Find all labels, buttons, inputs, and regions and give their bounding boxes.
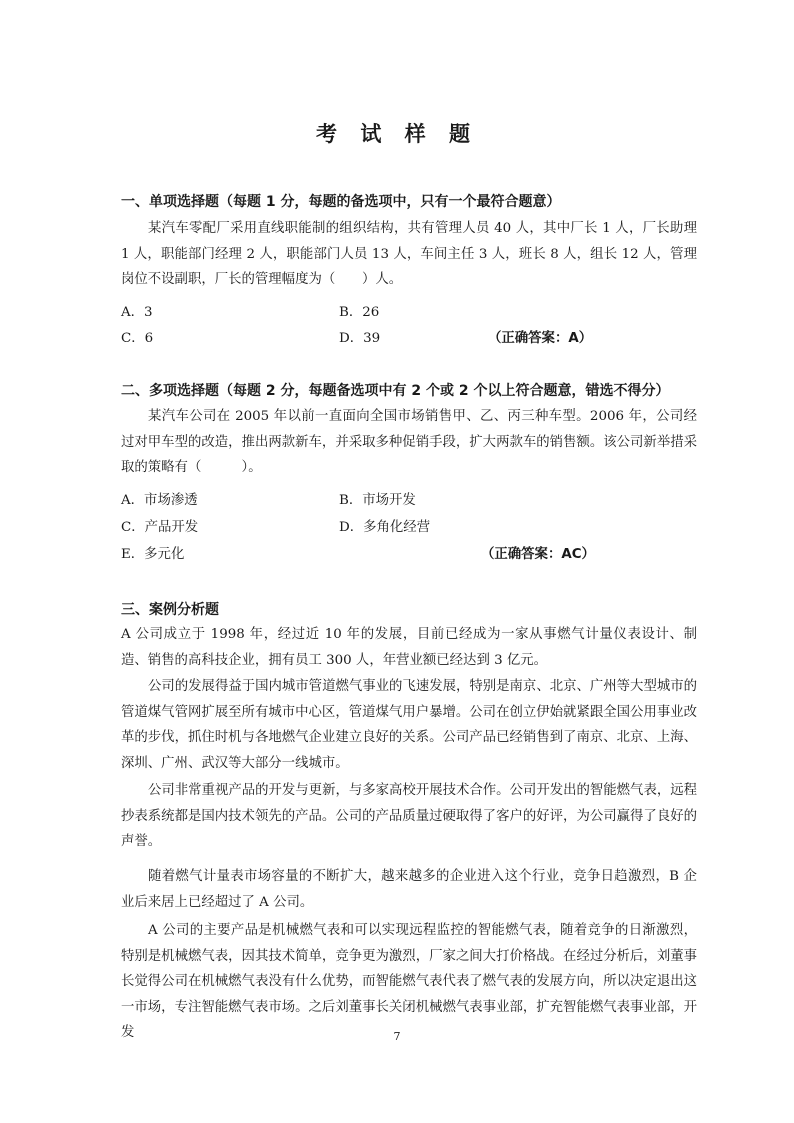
option-c: C．产品开发 — [121, 520, 199, 535]
case-paragraph: 公司非常重视产品的开发与更新，与多家高校开展技术合作。公司开发出的智能燃气表，远程抄表系统都是国内技术领先的产品。公司的产品质量过硬取得了客户的好评，为公司赢得了良好的声誉。 — [121, 783, 698, 850]
page-number: 7 — [393, 1030, 401, 1043]
case-paragraph: 随着燃气计量表市场容量的不断扩大，越来越多的企业进入这个行业，竞争日趋激烈，B 企业后来居上已经超过了 A 公司。 — [121, 869, 697, 910]
section-heading-single-choice: 一、单项选择题（每题 1 分，每题的备选项中，只有一个最符合题意） — [121, 194, 561, 210]
option-a: A．市场渗透 — [121, 493, 198, 508]
question-text-single-choice: 某汽车零配厂采用直线职能制的组织结构，共有管理人员 40 人，其中厂长 1 人，厂长助理 1 人，职能部门经理 2 人，职能部门人员 13 人，车间主任 3 人，班长 8 人，组长 12 人，管理岗位不设副职，厂长的管理幅度为（ ）人。 — [121, 221, 697, 288]
option-b: B．市场开发 — [339, 493, 416, 508]
option-a: A．3 — [121, 305, 153, 320]
page-title: 考 试 样 题 — [316, 122, 478, 146]
option-d: D．多角化经营 — [339, 520, 431, 535]
case-paragraph: A 公司成立于 1998 年，经过近 10 年的发展，目前已经成为一家从事燃气计量仪表设计、制造、销售的高科技企业，拥有员工 300 人，年营业额已经达到 3 亿元。 — [121, 627, 697, 668]
section-heading-case-analysis: 三、案例分析题 — [121, 602, 219, 618]
option-b: B．26 — [339, 305, 380, 320]
section-heading-multiple-choice: 二、多项选择题（每题 2 分，每题备选项中有 2 个或 2 个以上符合题意，错选不得分） — [121, 383, 670, 399]
case-paragraph: A 公司的主要产品是机械燃气表和可以实现远程监控的智能燃气表，随着竞争的日渐激烈，特别是机械燃气表，因其技术简单，竞争更为激烈，厂家之间大打价格战。在经过分析后，刘董事长觉得公司在机械燃气表没有什么优势，而智能燃气表代表了燃气表的发展方向，所以决定退出这一市场，专注智能燃气表市场。之后刘董事长关闭机械燃气表事业部，扩充智能燃气表事业部，开发 — [121, 923, 697, 1041]
case-paragraph: 公司的发展得益于国内城市管道燃气事业的飞速发展，特别是南京、北京、广州等大型城市的管道煤气管网扩展至所有城市中心区，管道煤气用户暴增。公司在创立伊始就紧跟全国公用事业改革的步伐，抓住时机与各地燃气企业建立良好的关系。公司产品已经销售到了南京、北京、上海、深圳、广州、武汉等大部分一线城市。 — [121, 679, 698, 771]
question-text-multiple-choice: 某汽车公司在 2005 年以前一直面向全国市场销售甲、乙、丙三种车型。2006 年，公司经过对甲车型的改造，推出两款新车，并采取多种促销手段，扩大两款车的销售额。该公司新举措采取的策略有（ ）。 — [121, 409, 697, 476]
correct-answer: （正确答案：A） — [488, 331, 593, 346]
option-d: D．39 — [339, 331, 381, 346]
option-c: C．6 — [121, 331, 154, 346]
option-e: E．多元化 — [121, 547, 185, 562]
correct-answer: （正确答案：AC） — [481, 547, 595, 562]
